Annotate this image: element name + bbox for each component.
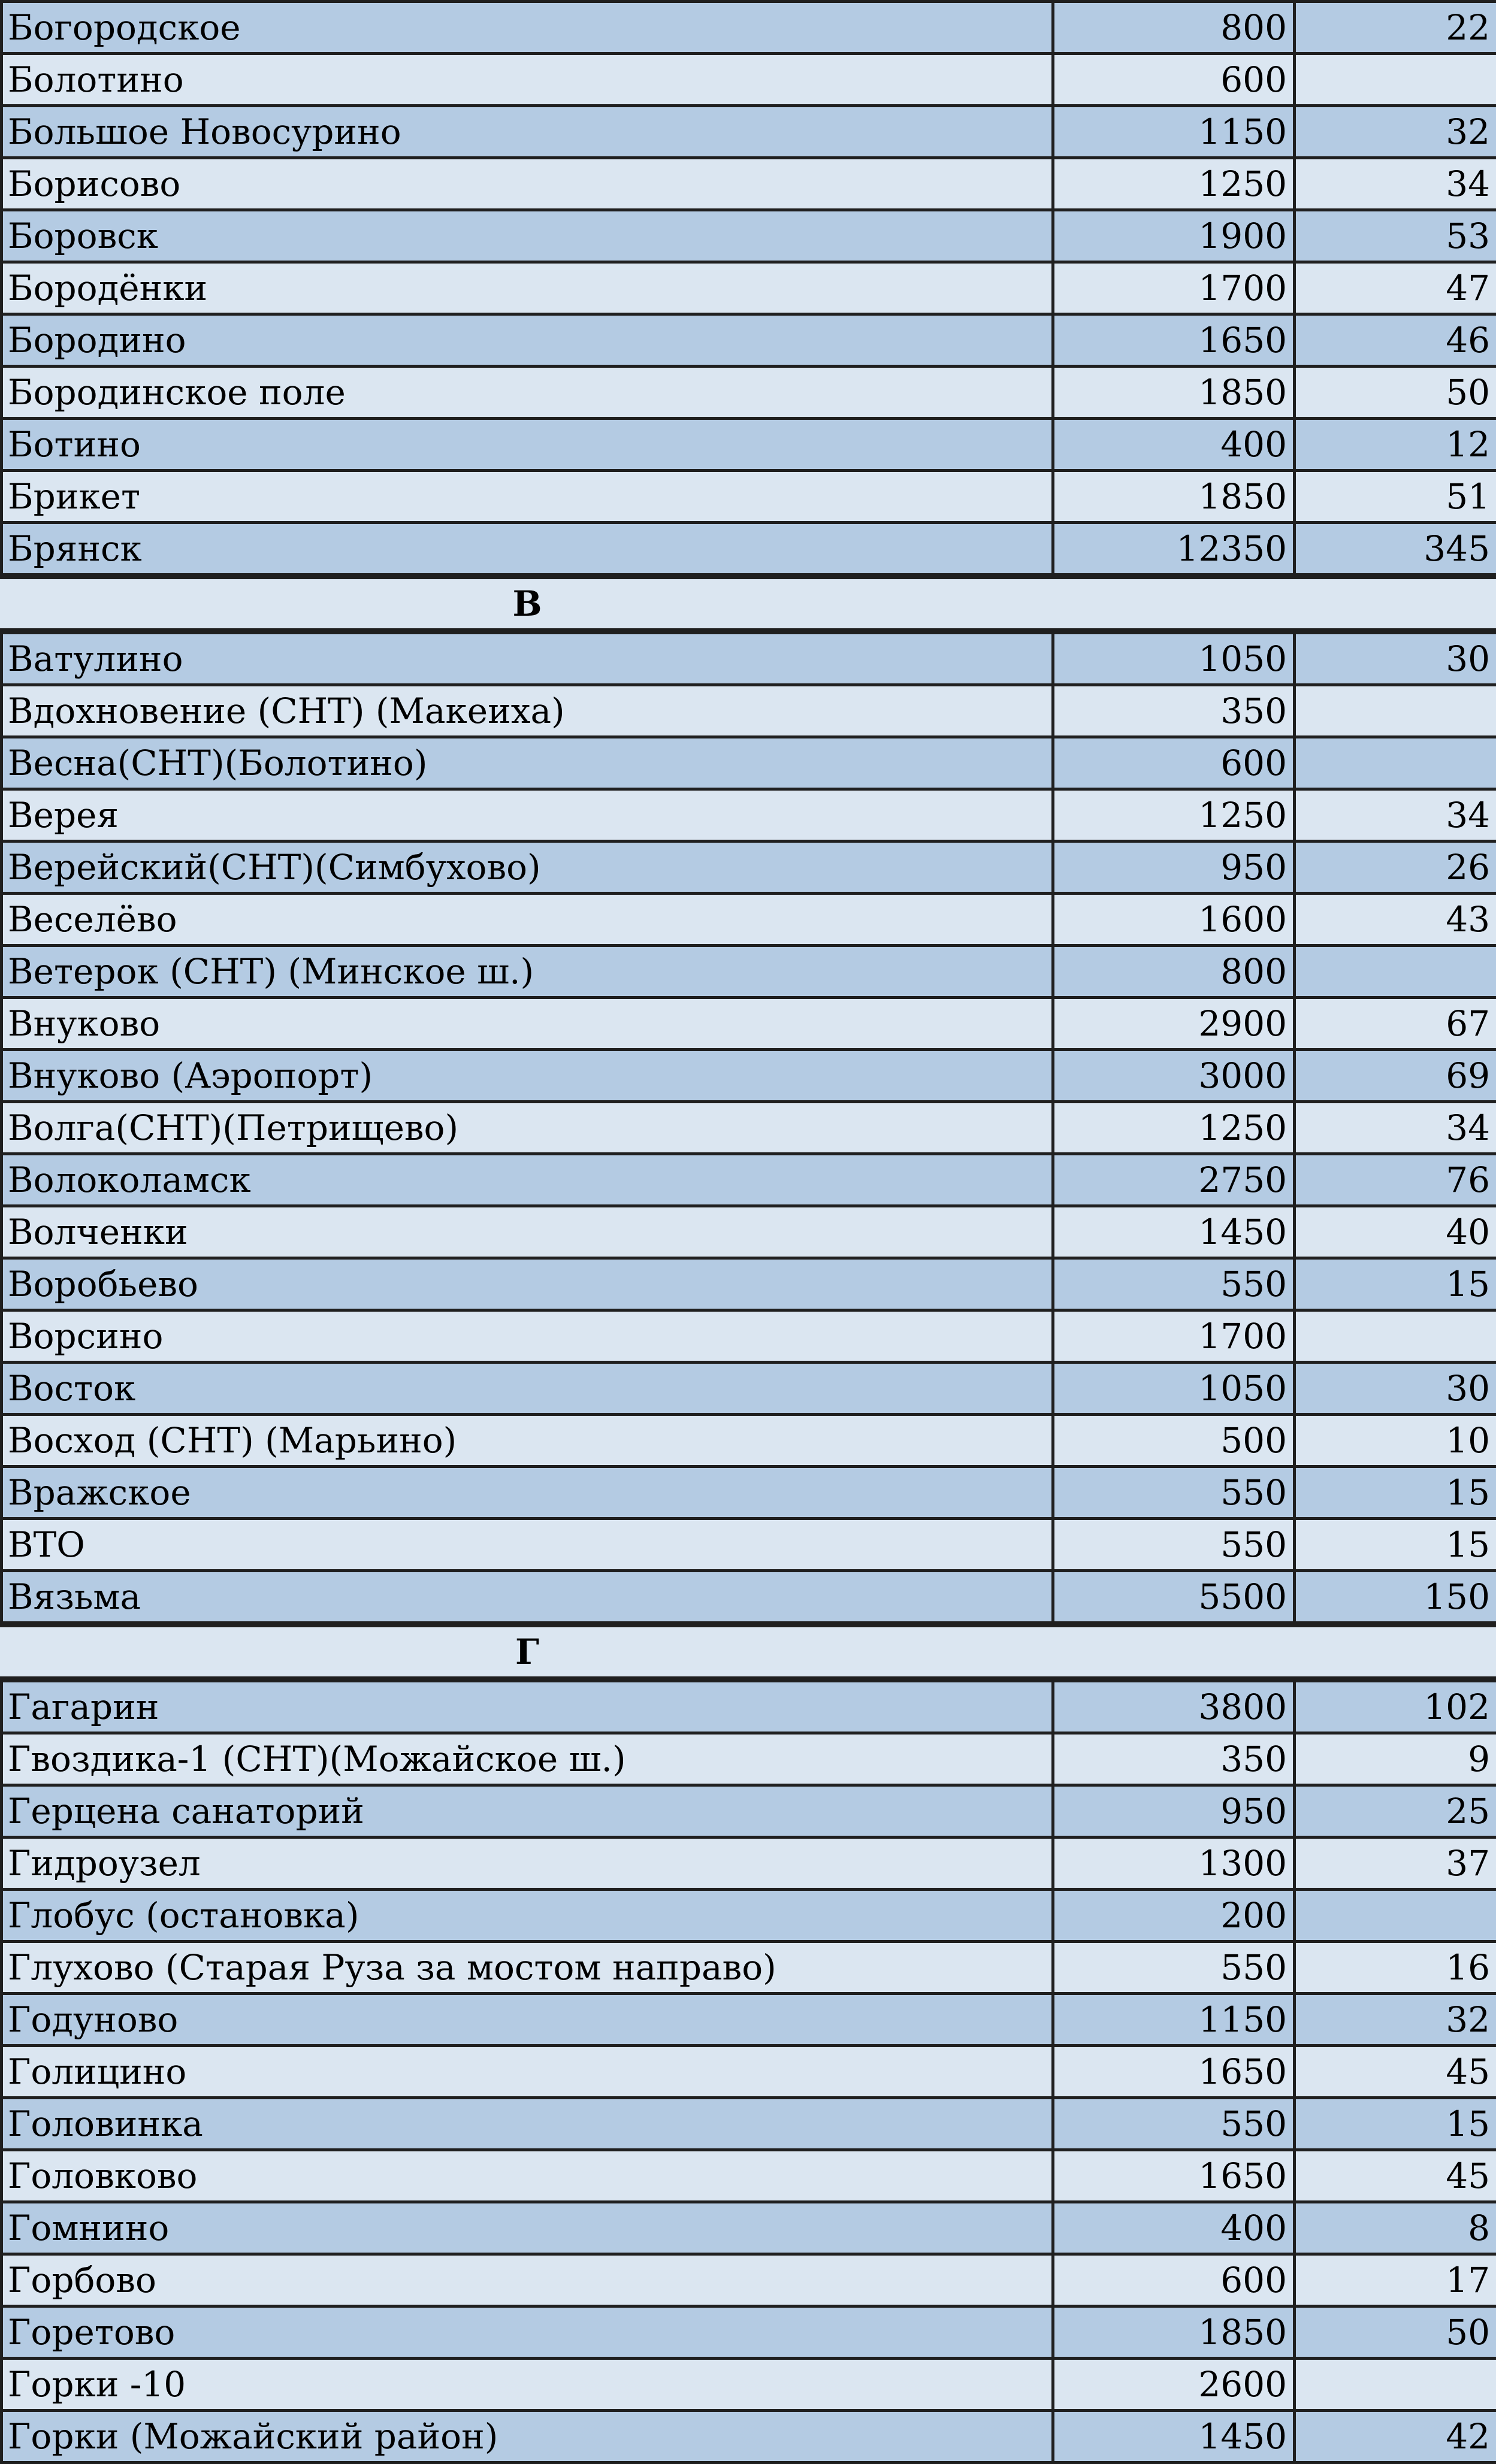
table-row xyxy=(2,1415,1496,1467)
distance-cell: 26 xyxy=(1295,841,1496,894)
section-empty-cell xyxy=(1053,576,1295,631)
destination-name-cell: Болотино xyxy=(2,54,1053,106)
distance-cell: 47 xyxy=(1295,262,1496,314)
price-cell: 1250 xyxy=(1053,158,1295,210)
price-cell: 1650 xyxy=(1053,2150,1295,2202)
price-cell: 2750 xyxy=(1053,1154,1295,1206)
distance-cell: 32 xyxy=(1295,1994,1496,2046)
distance-cell: 40 xyxy=(1295,1206,1496,1258)
price-cell: 1650 xyxy=(1053,2046,1295,2098)
section-empty-cell xyxy=(1053,1624,1295,1679)
distance-cell xyxy=(1295,54,1496,106)
destination-name-cell: Гвоздика-1 (СНТ)(Можайское ш.) xyxy=(2,1733,1053,1785)
distance-cell: 25 xyxy=(1295,1785,1496,1838)
distance-cell: 37 xyxy=(1295,1838,1496,1890)
destination-name-cell: Бородино xyxy=(2,314,1053,367)
table-row xyxy=(2,262,1496,314)
distance-cell: 45 xyxy=(1295,2046,1496,2098)
destination-name-cell: Гомнино xyxy=(2,2202,1053,2254)
price-cell: 400 xyxy=(1053,2202,1295,2254)
table-row xyxy=(2,2411,1496,2463)
table-row xyxy=(2,946,1496,998)
price-cell: 2600 xyxy=(1053,2359,1295,2411)
table-row xyxy=(2,2202,1496,2254)
table-row xyxy=(2,419,1496,471)
destination-name-cell: Ветерок (СНТ) (Минское ш.) xyxy=(2,946,1053,998)
distance-cell: 34 xyxy=(1295,1102,1496,1154)
price-cell: 1700 xyxy=(1053,262,1295,314)
price-cell: 1250 xyxy=(1053,789,1295,841)
destination-name-cell: Весна(СНТ)(Болотино) xyxy=(2,737,1053,789)
destination-name-cell: Волга(СНТ)(Петрищево) xyxy=(2,1102,1053,1154)
destination-name-cell: Внуково (Аэропорт) xyxy=(2,1050,1053,1102)
price-cell: 550 xyxy=(1053,1467,1295,1519)
price-cell: 800 xyxy=(1053,946,1295,998)
table-row xyxy=(2,1154,1496,1206)
table-row xyxy=(2,1838,1496,1890)
price-cell: 950 xyxy=(1053,841,1295,894)
price-cell: 1600 xyxy=(1053,894,1295,946)
table-row xyxy=(2,210,1496,262)
price-cell: 1850 xyxy=(1053,471,1295,523)
price-cell: 1050 xyxy=(1053,631,1295,685)
destination-name-cell: Бородёнки xyxy=(2,262,1053,314)
distance-cell: 30 xyxy=(1295,631,1496,685)
distance-cell: 34 xyxy=(1295,789,1496,841)
destination-name-cell: Богородское xyxy=(2,2,1053,54)
distance-cell: 9 xyxy=(1295,1733,1496,1785)
price-cell: 600 xyxy=(1053,54,1295,106)
price-cell: 1650 xyxy=(1053,314,1295,367)
table-row xyxy=(2,631,1496,685)
destination-name-cell: Большое Новосурино xyxy=(2,106,1053,158)
destination-name-cell: Горбово xyxy=(2,2254,1053,2306)
distance-cell: 15 xyxy=(1295,1467,1496,1519)
table-row xyxy=(2,314,1496,367)
distance-cell xyxy=(1295,1890,1496,1942)
destination-name-cell: Волоколамск xyxy=(2,1154,1053,1206)
distance-cell xyxy=(1295,2359,1496,2411)
destination-name-cell: Голицино xyxy=(2,2046,1053,2098)
table-row xyxy=(2,1050,1496,1102)
table-row xyxy=(2,1994,1496,2046)
price-cell: 950 xyxy=(1053,1785,1295,1838)
destination-name-cell: Головково xyxy=(2,2150,1053,2202)
destination-name-cell: Гидроузел xyxy=(2,1838,1053,1890)
price-cell: 550 xyxy=(1053,1258,1295,1310)
price-cell: 3000 xyxy=(1053,1050,1295,1102)
table-row xyxy=(2,1942,1496,1994)
table-row xyxy=(2,2098,1496,2150)
destination-name-cell: Горки (Можайский район) xyxy=(2,2411,1053,2463)
destination-name-cell: Вдохновение (СНТ) (Макеиха) xyxy=(2,685,1053,737)
price-cell: 200 xyxy=(1053,1890,1295,1942)
distance-cell xyxy=(1295,946,1496,998)
price-cell: 12350 xyxy=(1053,523,1295,577)
destination-name-cell: Восток xyxy=(2,1363,1053,1415)
price-cell: 1450 xyxy=(1053,2411,1295,2463)
distance-cell: 46 xyxy=(1295,314,1496,367)
distance-cell: 22 xyxy=(1295,2,1496,54)
table-row xyxy=(2,106,1496,158)
distance-cell: 16 xyxy=(1295,1942,1496,1994)
table-row xyxy=(2,1310,1496,1363)
price-cell: 350 xyxy=(1053,685,1295,737)
table-row xyxy=(2,1785,1496,1838)
distance-cell: 45 xyxy=(1295,2150,1496,2202)
destination-name-cell: Горки -10 xyxy=(2,2359,1053,2411)
price-cell: 1900 xyxy=(1053,210,1295,262)
distance-cell: 50 xyxy=(1295,367,1496,419)
table-row xyxy=(2,1363,1496,1415)
price-cell: 500 xyxy=(1053,1415,1295,1467)
table-row xyxy=(2,1733,1496,1785)
table-row xyxy=(2,1571,1496,1625)
table-row xyxy=(2,685,1496,737)
table-row xyxy=(2,2,1496,54)
price-table-body xyxy=(2,2,1496,2463)
price-cell: 550 xyxy=(1053,1519,1295,1571)
table-row xyxy=(2,2254,1496,2306)
destination-name-cell: Борисово xyxy=(2,158,1053,210)
table-row xyxy=(2,894,1496,946)
distance-cell: 42 xyxy=(1295,2411,1496,2463)
destination-name-cell: Глухово (Старая Руза за мостом направо) xyxy=(2,1942,1053,1994)
price-cell: 1300 xyxy=(1053,1838,1295,1890)
distance-cell: 8 xyxy=(1295,2202,1496,2254)
distance-cell xyxy=(1295,685,1496,737)
distance-cell: 51 xyxy=(1295,471,1496,523)
section-header-row xyxy=(2,1624,1496,1679)
table-row xyxy=(2,2046,1496,2098)
distance-cell: 15 xyxy=(1295,1519,1496,1571)
distance-cell: 102 xyxy=(1295,1679,1496,1733)
table-row xyxy=(2,54,1496,106)
price-cell: 1850 xyxy=(1053,2306,1295,2359)
price-cell: 2900 xyxy=(1053,998,1295,1050)
destination-name-cell: Веселёво xyxy=(2,894,1053,946)
destination-name-cell: Брянск xyxy=(2,523,1053,577)
destination-name-cell: Волченки xyxy=(2,1206,1053,1258)
table-row xyxy=(2,1519,1496,1571)
table-row xyxy=(2,998,1496,1050)
destination-name-cell: Гагарин xyxy=(2,1679,1053,1733)
table-row xyxy=(2,158,1496,210)
table-row xyxy=(2,1102,1496,1154)
destination-name-cell: Вражское xyxy=(2,1467,1053,1519)
distance-cell: 43 xyxy=(1295,894,1496,946)
table-row xyxy=(2,789,1496,841)
price-cell: 550 xyxy=(1053,2098,1295,2150)
section-letter: Г xyxy=(2,1624,1053,1679)
table-row xyxy=(2,1679,1496,1733)
price-cell: 3800 xyxy=(1053,1679,1295,1733)
price-cell: 600 xyxy=(1053,737,1295,789)
destination-name-cell: Ворсино xyxy=(2,1310,1053,1363)
section-empty-cell xyxy=(1295,1624,1496,1679)
distance-cell: 76 xyxy=(1295,1154,1496,1206)
distance-cell: 67 xyxy=(1295,998,1496,1050)
destination-name-cell: Внуково xyxy=(2,998,1053,1050)
distance-cell: 30 xyxy=(1295,1363,1496,1415)
price-cell: 1150 xyxy=(1053,106,1295,158)
destination-name-cell: Верея xyxy=(2,789,1053,841)
table-row xyxy=(2,1890,1496,1942)
price-cell: 1150 xyxy=(1053,1994,1295,2046)
destination-name-cell: Ватулино xyxy=(2,631,1053,685)
table-row xyxy=(2,1258,1496,1310)
price-cell: 5500 xyxy=(1053,1571,1295,1625)
distance-cell: 10 xyxy=(1295,1415,1496,1467)
price-cell: 600 xyxy=(1053,2254,1295,2306)
price-cell: 1250 xyxy=(1053,1102,1295,1154)
distance-cell: 17 xyxy=(1295,2254,1496,2306)
table-row xyxy=(2,367,1496,419)
table-row xyxy=(2,523,1496,577)
table-row xyxy=(2,2359,1496,2411)
destination-name-cell: Вязьма xyxy=(2,1571,1053,1625)
distance-cell: 15 xyxy=(1295,1258,1496,1310)
section-letter: В xyxy=(2,576,1053,631)
table-row xyxy=(2,471,1496,523)
destination-name-cell: Герцена санаторий xyxy=(2,1785,1053,1838)
distance-cell: 12 xyxy=(1295,419,1496,471)
distance-cell: 69 xyxy=(1295,1050,1496,1102)
price-cell: 1050 xyxy=(1053,1363,1295,1415)
distance-cell: 32 xyxy=(1295,106,1496,158)
section-empty-cell xyxy=(1295,576,1496,631)
price-cell: 400 xyxy=(1053,419,1295,471)
destination-name-cell: Бородинское поле xyxy=(2,367,1053,419)
price-cell: 1850 xyxy=(1053,367,1295,419)
price-cell: 550 xyxy=(1053,1942,1295,1994)
distance-cell xyxy=(1295,737,1496,789)
table-row xyxy=(2,1467,1496,1519)
table-row xyxy=(2,841,1496,894)
destination-name-cell: Верейский(СНТ)(Симбухово) xyxy=(2,841,1053,894)
price-cell: 350 xyxy=(1053,1733,1295,1785)
destination-name-cell: ВТО xyxy=(2,1519,1053,1571)
distance-cell: 345 xyxy=(1295,523,1496,577)
table-row xyxy=(2,737,1496,789)
destination-name-cell: Боровск xyxy=(2,210,1053,262)
destination-name-cell: Годуново xyxy=(2,1994,1053,2046)
destination-name-cell: Восход (СНТ) (Марьино) xyxy=(2,1415,1053,1467)
price-cell: 1450 xyxy=(1053,1206,1295,1258)
distance-cell: 53 xyxy=(1295,210,1496,262)
destination-name-cell: Глобус (остановка) xyxy=(2,1890,1053,1942)
section-header-row xyxy=(2,576,1496,631)
distance-cell xyxy=(1295,1310,1496,1363)
destination-name-cell: Брикет xyxy=(2,471,1053,523)
price-cell: 800 xyxy=(1053,2,1295,54)
distance-cell: 34 xyxy=(1295,158,1496,210)
table-row xyxy=(2,2306,1496,2359)
destination-name-cell: Воробьево xyxy=(2,1258,1053,1310)
price-cell: 1700 xyxy=(1053,1310,1295,1363)
destination-name-cell: Головинка xyxy=(2,2098,1053,2150)
destination-name-cell: Ботино xyxy=(2,419,1053,471)
distance-cell: 150 xyxy=(1295,1571,1496,1625)
distance-cell: 50 xyxy=(1295,2306,1496,2359)
table-row xyxy=(2,2150,1496,2202)
distance-cell: 15 xyxy=(1295,2098,1496,2150)
destination-name-cell: Горетово xyxy=(2,2306,1053,2359)
table-row xyxy=(2,1206,1496,1258)
